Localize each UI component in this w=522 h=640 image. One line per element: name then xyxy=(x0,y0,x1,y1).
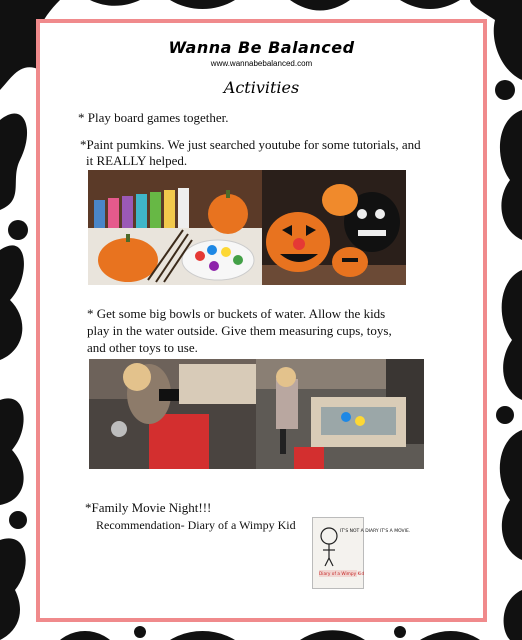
water-play-photo-2 xyxy=(256,359,424,469)
activity-board-games: * Play board games together. xyxy=(78,110,229,125)
movie-recommendation: Recommendation- Diary of a Wimpy Kid xyxy=(96,518,296,532)
activity-water-play-line2: play in the water outside. Give them measuring cups, toys, xyxy=(87,323,392,338)
painted-pumpkins-photo xyxy=(262,170,406,285)
painting-supplies-photo xyxy=(88,170,262,285)
activity-movie-night: *Family Movie Night!!! xyxy=(85,500,212,515)
content-page xyxy=(36,19,487,622)
activity-water-play-line3: and other toys to use. xyxy=(87,340,198,355)
activity-paint-pumpkins-line2: it REALLY helped. xyxy=(86,153,188,168)
cover-tagline: IT'S NOT A DIARY IT'S A MOVIE. xyxy=(340,529,411,534)
activity-paint-pumpkins-line1: *Paint pumkins. We just searched youtube for some tutorials, and xyxy=(80,137,421,152)
activity-water-play-line1: * Get some big bowls or buckets of water. Allow the kids xyxy=(87,306,386,321)
cover-title: Diary of a Wimpy Kid xyxy=(319,572,365,577)
section-heading: Activities xyxy=(223,78,300,97)
water-play-photo-1 xyxy=(89,359,256,469)
blog-url[interactable]: www.wannabebalanced.com xyxy=(210,59,313,68)
wimpy-kid-cover xyxy=(312,517,411,589)
blog-title: Wanna Be Balanced xyxy=(168,38,355,57)
